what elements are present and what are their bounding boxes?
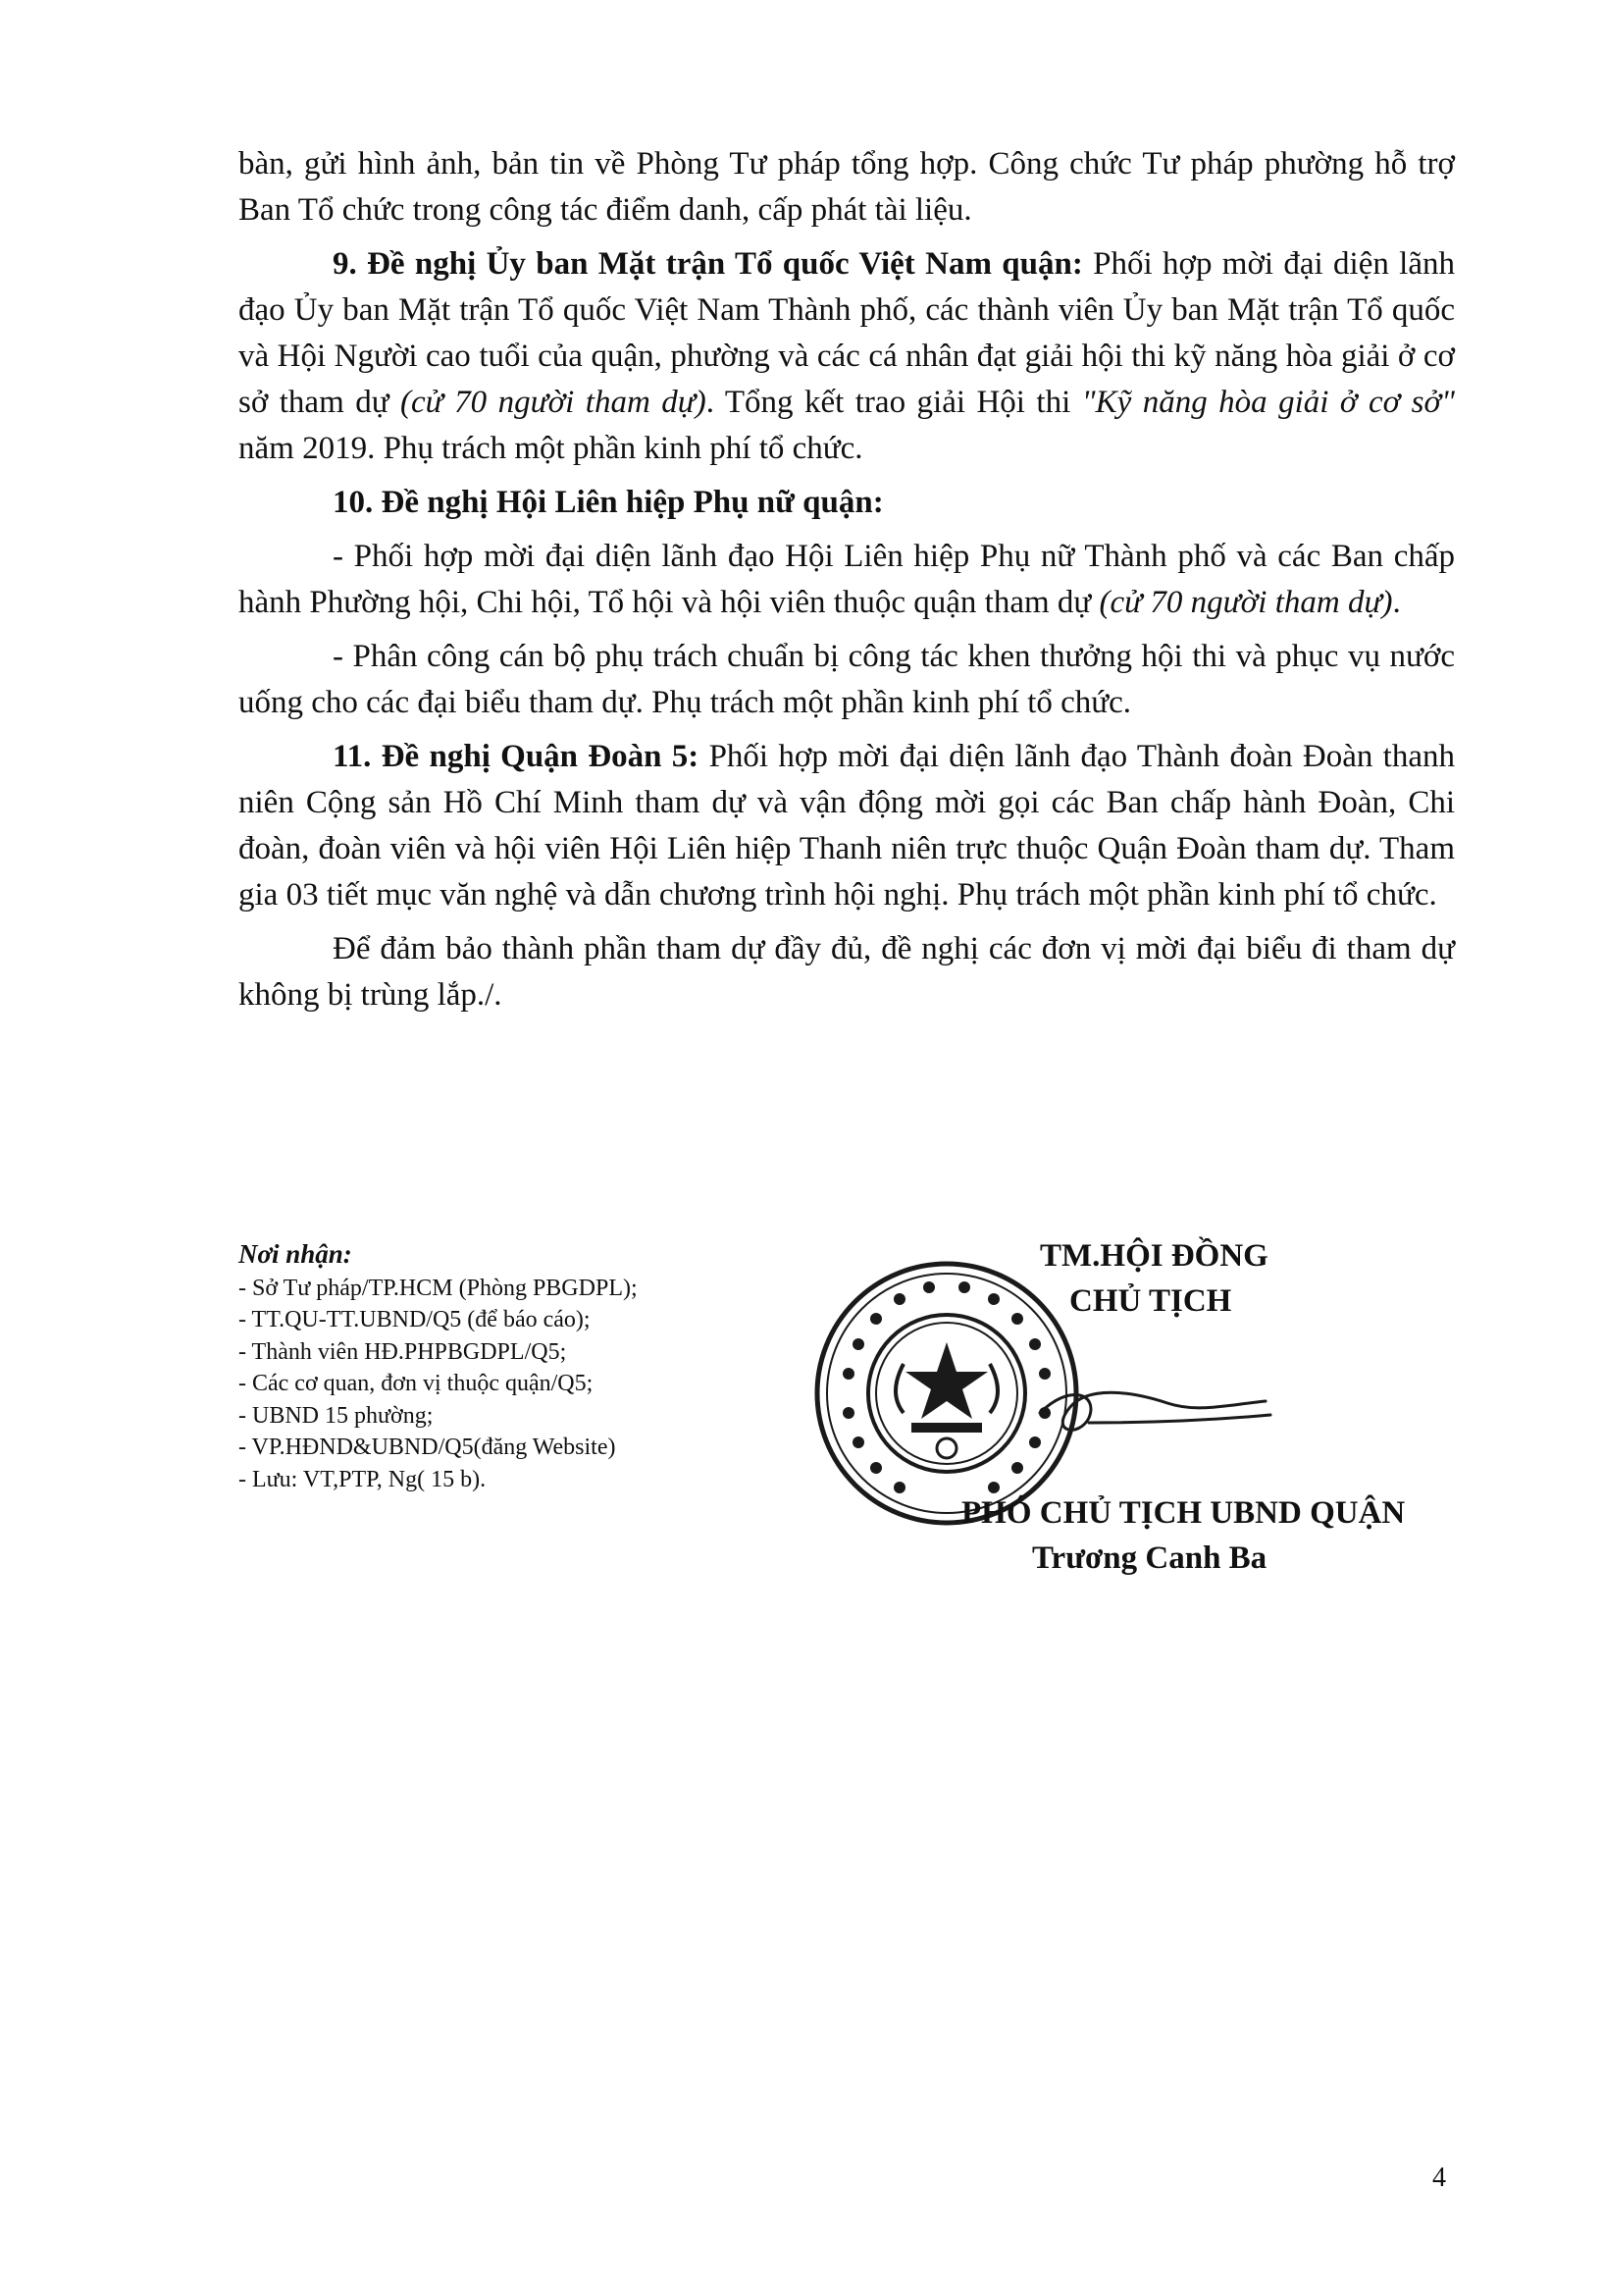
item-10-heading: 10. Đề nghị Hội Liên hiệp Phụ nữ quận: — [333, 485, 884, 520]
recipient-item: - Lưu: VT,PTP, Ng( 15 b). — [238, 1466, 487, 1492]
signer-name: Trương Canh Ba — [1032, 1540, 1267, 1576]
recipient-item: - Các cơ quan, đơn vị thuộc quận/Q5; — [238, 1371, 594, 1396]
paragraph-item-11: 11. Đề nghị Quận Đoàn 5: Phối hợp mời đại diện lãnh đạo Thành đoàn Đoàn thanh niên Cộng sản Hồ Chí Minh tham dự và vận động mời gọi các Ban chấp hành Đoàn, Chi đoàn, đoàn viên và hội viên Hội Liên hiệp Thanh niên trực thuộc Quận Đoàn tham dự. Tham gia 03 tiết mục văn nghệ và dẫn chương trình hội nghị. Phụ trách một phần kinh phí tổ chức. — [238, 739, 1455, 913]
signer-role: CHỦ TỊCH — [1069, 1283, 1232, 1319]
signer-position: PHÓ CHỦ TỊCH UBND QUẬN — [961, 1495, 1406, 1531]
paragraph-item-9: 9. Đề nghị Ủy ban Mặt trận Tổ quốc Việt Nam quận: Phối hợp mời đại diện lãnh đạo Ủy ban Mặt trận Tổ quốc Việt Nam Thành phố, các thành viên Ủy ban Mặt trận Tổ quốc và Hội Người cao tuổi của quận, phường và các cá nhân đạt giải hội thi kỹ năng hòa giải ở cơ sở tham dự (cử 70 người tham dự). Tổng kết trao giải Hội thi "Kỹ năng hòa giải ở cơ sở" năm 2019. Phụ trách một phần kinh phí tổ chức. — [238, 246, 1455, 466]
signer-organization: TM.HỘI ĐỒNG — [1040, 1238, 1268, 1274]
recipient-item: - TT.QU-TT.UBND/Q5 (để báo cáo); — [238, 1307, 591, 1332]
recipient-item: - VP.HĐND&UBND/Q5(đăng Website) — [238, 1435, 616, 1460]
recipient-item: - Sở Tư pháp/TP.HCM (Phòng PBGDPL); — [238, 1275, 638, 1301]
closing-paragraph: Để đảm bảo thành phần tham dự đầy đủ, đề nghị các đơn vị mời đại biểu đi tham dự không bị trùng lắp./. — [238, 931, 1455, 1013]
recipient-item: - UBND 15 phường; — [238, 1402, 434, 1429]
recipients-title: Nơi nhận: — [238, 1239, 352, 1269]
item-10-point-2: - Phân công cán bộ phụ trách chuẩn bị công tác khen thưởng hội thi và phục vụ nước uống cho các đại biểu tham dự. Phụ trách một phần kinh phí tổ chức. — [238, 639, 1455, 720]
recipients-block — [238, 1238, 788, 1495]
item-11-heading: 11. Đề nghị Quận Đoàn 5: — [333, 739, 699, 774]
document-body — [238, 141, 1455, 1026]
page-number: 4 — [1432, 2163, 1446, 2193]
paragraph-continuation: bàn, gửi hình ảnh, bản tin về Phòng Tư pháp tổng hợp. Công chức Tư pháp phường hỗ trợ Ban Tổ chức trong công tác điểm danh, cấp phát tài liệu. — [238, 146, 1455, 228]
item-10-point-1: - Phối hợp mời đại diện lãnh đạo Hội Liên hiệp Phụ nữ Thành phố và các Ban chấp hành Phường hội, Chi hội, Tổ hội và hội viên thuộc quận tham dự (cử 70 người tham dự). — [238, 539, 1455, 620]
item-9-heading: 9. Đề nghị Ủy ban Mặt trận Tổ quốc Việt Nam quận: — [333, 246, 1083, 282]
recipient-item: - Thành viên HĐ.PHPBGDPL/Q5; — [238, 1338, 567, 1365]
handwritten-signature-icon — [1030, 1364, 1275, 1452]
